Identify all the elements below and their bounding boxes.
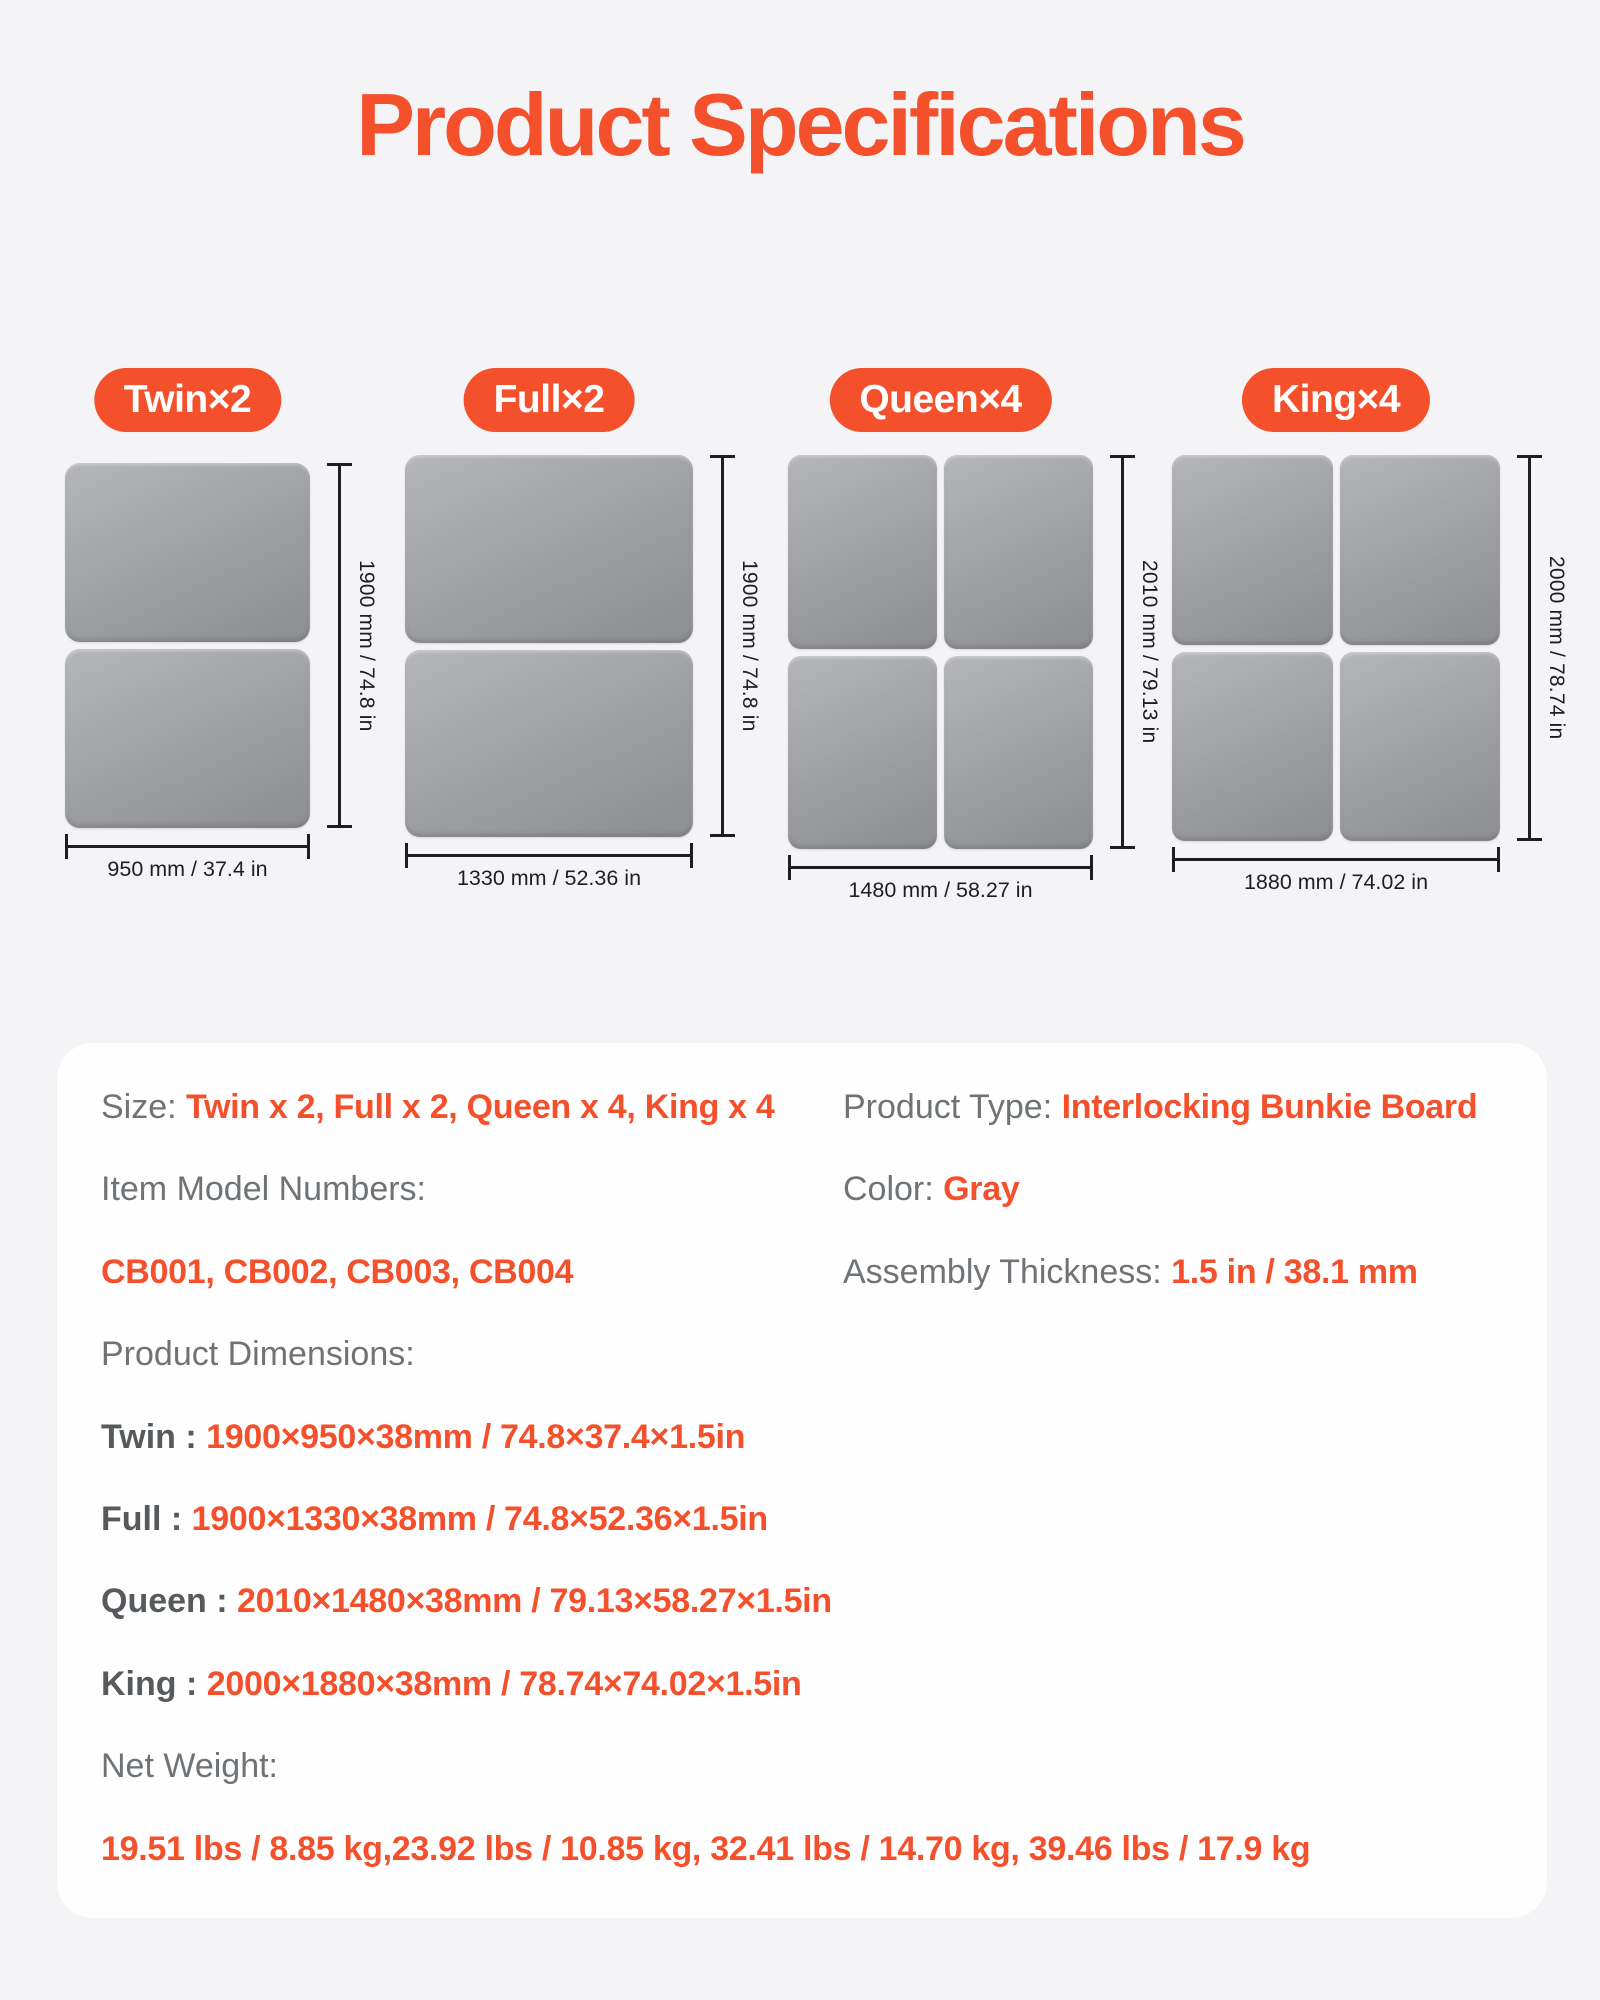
spec-model-values bbox=[101, 1254, 843, 1291]
width-dimension-twin bbox=[65, 845, 310, 882]
dimension-line-horizontal bbox=[788, 866, 1093, 869]
page-title: Product Specifications bbox=[356, 75, 1244, 174]
spec-thickness-value: 1.5 in / 38.1 mm bbox=[1171, 1252, 1418, 1291]
dimension-line-vertical bbox=[338, 463, 341, 828]
diagram-queen bbox=[788, 455, 1161, 849]
height-dimension-label: 2000 mm / 78.74 in bbox=[1545, 556, 1568, 740]
height-dimension-twin bbox=[338, 463, 378, 828]
spec-size bbox=[101, 1089, 843, 1126]
spec-net-weight-heading bbox=[101, 1748, 1503, 1785]
spec-dim-row-full bbox=[101, 1501, 1503, 1538]
spec-color bbox=[843, 1171, 1503, 1208]
size-badge-full: Full×2 bbox=[464, 368, 635, 432]
board-panel bbox=[65, 463, 310, 642]
width-dimension-label: 950 mm / 37.4 in bbox=[107, 857, 268, 881]
height-dimension-label: 1900 mm / 74.8 in bbox=[355, 559, 378, 732]
spec-model-label-row bbox=[101, 1171, 843, 1208]
width-dimension-label: 1330 mm / 52.36 in bbox=[456, 866, 642, 890]
spec-dim-row-king bbox=[101, 1666, 1503, 1703]
spec-dimensions-heading bbox=[101, 1336, 1503, 1373]
width-dimension-label: 1480 mm / 58.27 in bbox=[848, 878, 1033, 902]
board-panel bbox=[944, 455, 1093, 649]
width-dimension-queen bbox=[788, 866, 1093, 903]
dimension-line-vertical bbox=[1528, 455, 1531, 841]
board-panel bbox=[788, 656, 937, 850]
height-dimension-label: 1900 mm / 74.8 in bbox=[738, 560, 761, 732]
dimension-line-vertical bbox=[1121, 455, 1124, 849]
dim-row-value: 2010×1480×38mm / 79.13×58.27×1.5in bbox=[237, 1582, 832, 1621]
dimension-line-horizontal bbox=[1172, 858, 1500, 861]
size-badge-twin: Twin×2 bbox=[94, 368, 281, 432]
spec-product-type bbox=[843, 1089, 1503, 1126]
diagram-twin bbox=[65, 463, 378, 828]
height-dimension-king bbox=[1528, 455, 1568, 841]
dim-row-value: 1900×950×38mm / 74.8×37.4×1.5in bbox=[206, 1417, 746, 1456]
spec-dimensions-label: Product Dimensions: bbox=[101, 1335, 415, 1374]
board-panel bbox=[65, 649, 310, 828]
diagram-full bbox=[405, 455, 761, 837]
spec-dim-row-queen bbox=[101, 1583, 1503, 1620]
dim-row-label: Full : bbox=[101, 1499, 183, 1538]
width-dimension-king bbox=[1172, 858, 1500, 895]
board-panel bbox=[405, 650, 693, 838]
spec-thickness bbox=[843, 1254, 1503, 1291]
board-panel bbox=[1172, 455, 1333, 645]
spec-net-weight-label: Net Weight: bbox=[101, 1747, 279, 1786]
size-badge-king: King×4 bbox=[1242, 368, 1430, 432]
figure-king bbox=[1172, 368, 1568, 895]
figure-twin bbox=[65, 368, 378, 882]
size-badge-queen: Queen×4 bbox=[829, 368, 1051, 432]
spec-model-value: CB001, CB002, CB003, CB004 bbox=[101, 1252, 574, 1291]
board-panel bbox=[1340, 455, 1501, 645]
board-panel bbox=[1340, 652, 1501, 842]
height-dimension-full bbox=[721, 455, 761, 837]
bunkie-board-image-full bbox=[405, 455, 693, 837]
board-panel bbox=[405, 455, 693, 643]
diagram-king bbox=[1172, 455, 1568, 841]
spec-size-value: Twin x 2, Full x 2, Queen x 4, King x 4 bbox=[186, 1088, 775, 1126]
figure-full bbox=[405, 368, 761, 891]
spec-color-label: Color: bbox=[843, 1170, 934, 1209]
board-panel bbox=[1172, 652, 1333, 842]
board-panel bbox=[944, 656, 1093, 850]
width-dimension-label: 1880 mm / 74.02 in bbox=[1243, 870, 1429, 894]
dim-row-label: Twin : bbox=[101, 1417, 197, 1456]
dimension-line-vertical bbox=[721, 455, 724, 837]
height-dimension-label: 2010 mm / 79.13 in bbox=[1138, 560, 1161, 744]
bunkie-board-image-twin bbox=[65, 463, 310, 828]
spec-net-weight-values bbox=[101, 1831, 1503, 1868]
height-dimension-queen bbox=[1121, 455, 1161, 849]
spec-color-value: Gray bbox=[943, 1170, 1020, 1209]
dimension-line-horizontal bbox=[405, 854, 693, 857]
board-panel bbox=[788, 455, 937, 649]
dim-row-label: Queen : bbox=[101, 1582, 228, 1621]
dim-row-value: 1900×1330×38mm / 74.8×52.36×1.5in bbox=[191, 1499, 768, 1538]
dim-row-label: King : bbox=[101, 1664, 198, 1703]
dimension-line-horizontal bbox=[65, 845, 310, 848]
spec-card bbox=[57, 1043, 1547, 1918]
spec-size-label: Size: bbox=[101, 1088, 177, 1126]
dim-row-value: 2000×1880×38mm / 78.74×74.02×1.5in bbox=[206, 1664, 802, 1703]
spec-thickness-label: Assembly Thickness: bbox=[843, 1252, 1162, 1291]
spec-model-label: Item Model Numbers: bbox=[101, 1170, 426, 1209]
spec-product-type-value: Interlocking Bunkie Board bbox=[1061, 1088, 1478, 1126]
spec-product-type-label: Product Type: bbox=[843, 1088, 1053, 1126]
figure-queen bbox=[788, 368, 1161, 903]
spec-net-weight-value: 19.51 lbs / 8.85 kg,23.92 lbs / 10.85 kg, 32.41 lbs / 14.70 kg, 39.46 lbs / 17.9 kg bbox=[101, 1829, 1311, 1868]
bunkie-board-image-king bbox=[1172, 455, 1500, 841]
bunkie-board-image-queen bbox=[788, 455, 1093, 849]
spec-dim-row-twin bbox=[101, 1419, 1503, 1456]
width-dimension-full bbox=[405, 854, 693, 891]
